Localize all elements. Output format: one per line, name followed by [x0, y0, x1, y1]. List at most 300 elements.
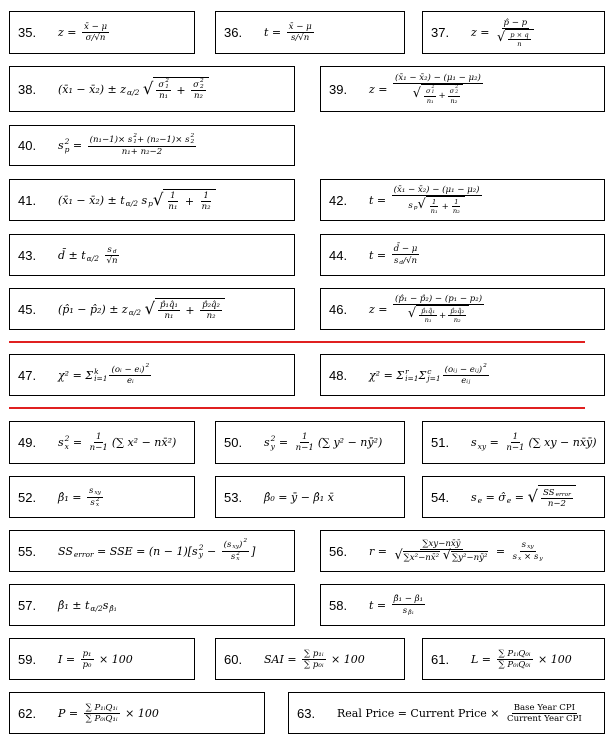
formula-text: 1: [203, 190, 209, 201]
base-symbol: Σ: [396, 368, 405, 382]
formula-text: n−1: [295, 443, 314, 453]
sub-superscript: [86, 248, 99, 263]
fraction-numerator: [393, 294, 484, 305]
fraction: [392, 244, 420, 267]
radical-sign-icon: √: [144, 298, 156, 318]
script-stack: [109, 598, 116, 613]
formula-text: +: [172, 83, 190, 97]
fraction-numerator: [222, 539, 249, 552]
formula-group: [425, 316, 432, 324]
formula-group: [58, 364, 153, 387]
subscript: 1: [133, 139, 137, 145]
formula-text: p₀: [82, 659, 92, 670]
fraction: [84, 703, 120, 724]
base-symbol: s: [533, 552, 539, 563]
fraction-denominator: [162, 311, 175, 321]
formula-text: 1: [301, 432, 308, 442]
fraction-numerator: [87, 485, 103, 498]
radicand: [163, 189, 215, 212]
formula-box: [422, 421, 605, 464]
formula-group: [395, 294, 482, 304]
base-symbol: s: [58, 436, 64, 449]
formula-text: =: [511, 490, 528, 504]
fraction-denominator: [392, 550, 490, 563]
formula-text: (∑ xy − nx̄ȳ): [528, 436, 597, 449]
formula-box: [9, 692, 265, 734]
formula: [264, 22, 316, 43]
formula-text: × 100: [534, 652, 572, 666]
formula-text: n₂: [201, 201, 211, 212]
script-stack: [87, 248, 99, 263]
base-symbol: s: [471, 436, 477, 449]
superscript: 2: [243, 537, 248, 544]
formula-text: /√n: [403, 255, 418, 266]
formula-text: Base Year CPI: [513, 702, 576, 713]
sub-superscript: [158, 79, 169, 91]
superscript: 2: [455, 85, 459, 91]
formula-box: [320, 288, 605, 330]
formula-group: [203, 191, 208, 201]
fraction: [222, 539, 249, 563]
formula-box: [9, 584, 295, 626]
formula-text: n₂: [452, 207, 460, 215]
superscript: 2: [236, 550, 240, 557]
subscript: β̂₁: [109, 604, 117, 613]
fraction-denominator: [302, 660, 326, 670]
formula-text: (∑ x² − nx̄²): [111, 436, 177, 449]
fraction-numerator: [156, 79, 171, 92]
formula-text: n−1: [506, 443, 525, 453]
formula-box: [320, 179, 605, 221]
sub-superscript: [128, 134, 137, 146]
formula-group: [453, 207, 460, 215]
subscript: p: [413, 204, 418, 211]
fraction: [508, 31, 530, 48]
formula-number: 50.: [224, 435, 243, 450]
formula-group: [106, 256, 117, 266]
formula-group: [122, 147, 163, 157]
superscript: 2: [145, 362, 150, 369]
formula-text: d̄ ± t: [58, 248, 86, 262]
fraction-numerator: [302, 649, 326, 660]
formula-group: [394, 185, 480, 195]
formula: [264, 649, 365, 670]
fraction-denominator: [125, 376, 136, 386]
fraction: [156, 79, 171, 102]
radicand: [416, 305, 469, 324]
formula-group: [548, 499, 566, 509]
base-symbol: s: [192, 544, 198, 558]
formula-group: [193, 79, 204, 91]
formula-number: 60.: [224, 651, 243, 667]
script-stack: [74, 544, 94, 559]
formula-text: ∑xy−nx̄ȳ: [422, 539, 461, 550]
formula-text: ×: [521, 552, 534, 563]
red-divider-line: [9, 407, 585, 409]
formula-group: [517, 40, 521, 48]
formula-group: [413, 84, 463, 104]
formula-text: = σ̂: [482, 490, 506, 504]
formula-group: [450, 307, 464, 315]
subscript: α/2: [127, 88, 140, 97]
formula-group: [159, 91, 168, 101]
formula-text: n₁+ n₂−2: [121, 146, 163, 157]
formula-group: [58, 22, 111, 43]
formula-group: [127, 376, 134, 386]
formula-text: ∑ p₀ᵢ: [304, 659, 324, 670]
fraction-denominator: [120, 147, 165, 157]
formula-number: 52.: [18, 489, 37, 505]
radicand: [538, 485, 576, 510]
script-stack: [113, 244, 117, 256]
fraction-denominator: [406, 196, 467, 215]
fraction-numerator: [448, 86, 460, 96]
formula-text: (n₁−1)×: [89, 135, 128, 145]
formula: [369, 244, 421, 267]
formula-number: 48.: [329, 367, 348, 383]
base-symbol: s: [402, 605, 408, 616]
formula-group: [403, 605, 414, 617]
radical-sign-icon: √: [142, 78, 154, 98]
formula-text: χ² =: [58, 368, 86, 382]
formula-box: [320, 354, 605, 396]
formula-box: [9, 638, 195, 680]
formula-group: [513, 552, 543, 564]
base-symbol: σ: [158, 79, 165, 90]
formula-text: β̂₁ ± t: [58, 598, 90, 612]
fraction-numerator: [168, 191, 177, 202]
sub-superscript: [239, 539, 247, 551]
radicand: [403, 551, 440, 563]
formula-text: P =: [58, 706, 82, 720]
fraction: [88, 134, 197, 157]
formula-text: n: [517, 39, 522, 48]
formula-text: =: [275, 436, 292, 449]
formula-group: [90, 134, 195, 146]
formula-group: [83, 649, 92, 659]
formula: [58, 364, 153, 387]
fraction: [393, 73, 483, 104]
script-stack: [527, 539, 534, 551]
base-symbol: s: [127, 135, 133, 145]
subscript: error: [73, 550, 94, 559]
formula-group: [510, 31, 528, 39]
subscript: x: [95, 502, 100, 509]
formula-text: I =: [58, 652, 79, 666]
script-stack: [94, 368, 107, 383]
formula-group: [404, 553, 439, 563]
script-stack: [191, 134, 195, 146]
formula-box: [9, 421, 195, 464]
formula: [337, 703, 586, 724]
fraction-denominator: [192, 91, 205, 101]
script-stack: [483, 364, 487, 376]
formula-text: n₁: [424, 316, 432, 324]
sub-superscript: [193, 79, 204, 91]
formula: [471, 485, 576, 510]
fraction-denominator: [411, 84, 465, 104]
square-root: [417, 196, 464, 215]
square-root: [153, 189, 216, 212]
formula-group: [454, 316, 461, 324]
formula-text: s: [137, 193, 148, 207]
formula-text: p̂₁q̂₁: [421, 307, 436, 315]
base-symbol: s: [88, 485, 94, 496]
fraction: [109, 364, 151, 387]
formula-text: 1: [170, 190, 176, 201]
base-symbol: s: [107, 244, 112, 255]
formula-group: [499, 649, 531, 659]
fraction: [505, 703, 584, 724]
square-root: [394, 550, 440, 563]
formula-text: s/√n: [291, 33, 310, 43]
formula-text: =: [492, 544, 509, 558]
formula-text: p̂ − p: [503, 17, 528, 28]
formula-group: [58, 134, 198, 157]
formula-group: [160, 300, 178, 310]
sub-superscript: [471, 435, 486, 450]
formula-text: ∑ p₁ᵢ: [304, 648, 324, 659]
sub-superscript: [126, 82, 139, 97]
formula-group: [408, 305, 469, 324]
fraction: [424, 86, 436, 104]
formula-text: n₂: [206, 310, 216, 321]
formula-group: [111, 364, 149, 376]
fraction-numerator: [443, 364, 489, 377]
subscript: α/2: [90, 604, 103, 613]
fraction: [392, 594, 425, 617]
formula-group: [452, 553, 487, 563]
subscript: y: [539, 556, 543, 563]
formula-text: Current Year CPI: [507, 713, 582, 724]
formula-group: [304, 660, 324, 670]
sub-superscript: [418, 368, 440, 383]
fraction: [302, 649, 326, 670]
formula-number: 47.: [18, 367, 37, 383]
formula-group: [539, 487, 575, 510]
formula-number: 55.: [18, 543, 37, 559]
formula-text: (∑ y² − nȳ²): [317, 436, 383, 449]
formula-group: [58, 244, 121, 267]
formula-group: [513, 432, 518, 442]
base-symbol: σ: [425, 87, 431, 95]
formula-group: [291, 33, 309, 43]
fraction-numerator: [81, 649, 94, 660]
fraction-numerator: [191, 79, 206, 92]
formula-box: [9, 530, 295, 572]
formula-group: [84, 22, 107, 32]
formula-text: (x̄₁ − x̄₂) − (μ₁ − μ₂): [393, 185, 480, 195]
radicand: [426, 196, 465, 215]
script-stack: [90, 598, 102, 613]
formula-group: [107, 244, 116, 256]
formula-group: [58, 539, 255, 563]
formula-text: s: [408, 200, 413, 211]
radical-sign-icon: √: [417, 197, 426, 213]
subscript: 1: [431, 90, 435, 95]
base-symbol: s: [512, 552, 518, 563]
formula-text: 1: [512, 432, 519, 442]
sub-superscript: [185, 134, 194, 146]
script-stack: [126, 193, 138, 208]
formula-text: z =: [369, 82, 392, 96]
formula-group: [58, 77, 209, 102]
formula-number: 38.: [18, 81, 37, 97]
square-root: [143, 77, 209, 102]
sub-superscript: [513, 552, 522, 564]
formula: [58, 22, 111, 43]
formula-group: [86, 703, 118, 713]
sub-superscript: [58, 138, 69, 153]
fraction-numerator: [392, 244, 420, 255]
fraction-numerator: [424, 86, 436, 96]
radicand: [421, 84, 463, 104]
formula-text: t =: [369, 248, 390, 262]
formula-box: [9, 476, 195, 518]
formula-group: [514, 703, 575, 713]
formula-group: [394, 550, 488, 563]
base-symbol: Σ: [418, 368, 427, 382]
formula-number: 59.: [18, 651, 37, 667]
fraction-numerator: [84, 703, 120, 714]
fraction: [392, 185, 482, 215]
script-stack: [556, 487, 571, 499]
formula-text: eᵢ: [126, 376, 134, 387]
formula-box: [215, 11, 405, 54]
formula-text: z =: [471, 26, 494, 39]
sub-superscript: [396, 368, 418, 383]
formula: [58, 539, 255, 563]
fraction-numerator: [508, 31, 530, 40]
formula: [58, 598, 117, 613]
formula-group: [427, 198, 464, 215]
fraction-denominator: [166, 202, 179, 212]
subscript: y: [198, 550, 203, 559]
formula-number: 43.: [18, 247, 37, 263]
fraction: [497, 649, 533, 670]
formula-group: [154, 79, 207, 102]
formula-text: n−2: [547, 499, 566, 510]
formula-number: 62.: [18, 705, 37, 721]
formula-text: +: [181, 303, 199, 317]
formula-text: β̂₁ − β₁: [393, 593, 424, 604]
formula-group: [426, 86, 434, 95]
fraction-denominator: [200, 202, 213, 212]
fraction: [166, 191, 179, 212]
formula-group: [395, 73, 481, 83]
formula-text: +: [438, 90, 446, 101]
fraction: [87, 485, 103, 509]
formula-group: [202, 202, 211, 212]
fraction-numerator: [94, 432, 103, 443]
formula-number: 36.: [224, 25, 243, 40]
formula-text: × 100: [327, 652, 365, 666]
formula-text: SAI =: [264, 652, 301, 666]
formula-text: d̄ − μ: [393, 243, 418, 254]
formula-box: [9, 66, 295, 112]
fraction-numerator: [158, 300, 180, 311]
formula-text: [99, 249, 103, 262]
script-stack: [405, 368, 418, 383]
fraction: [511, 539, 545, 563]
formula: [58, 649, 133, 670]
script-stack: [236, 552, 240, 564]
formula-group: [461, 376, 470, 386]
formula-group: [90, 498, 99, 510]
script-stack: [96, 498, 100, 510]
sub-superscript: [111, 364, 149, 376]
script-stack: [94, 485, 101, 497]
formula-box: [215, 638, 405, 680]
sub-superscript: [394, 255, 403, 267]
fraction-denominator: [497, 660, 533, 670]
square-root: [497, 29, 534, 48]
radicand: [153, 77, 208, 102]
superscript: 2: [483, 362, 487, 369]
formula-group: [499, 660, 531, 670]
sub-superscript: [128, 302, 141, 317]
fraction-numerator: [502, 18, 530, 29]
formula-box: [9, 354, 295, 396]
formula-group: [170, 191, 175, 201]
formula-number: 39.: [329, 81, 348, 97]
formula-text: n₁: [164, 310, 174, 321]
formula-number: 63.: [297, 705, 316, 721]
square-root: [443, 550, 489, 563]
formula-number: 45.: [18, 301, 37, 317]
base-symbol: s: [393, 255, 399, 266]
formula-text: n₂: [453, 316, 461, 324]
formula-text: n₁: [426, 96, 434, 105]
subscript: error: [555, 491, 571, 498]
superscript: k: [94, 366, 99, 376]
formula-number: 44.: [329, 247, 348, 263]
formula-group: [302, 432, 307, 442]
fraction-numerator: [520, 539, 536, 552]
formula-group: [231, 552, 240, 564]
base-symbol: SS: [58, 544, 73, 558]
sub-superscript: [103, 598, 117, 613]
subscript: 2: [190, 139, 195, 145]
formula-group: [432, 198, 436, 206]
formula-text: 1: [454, 198, 459, 206]
fraction-denominator: [289, 33, 311, 43]
fraction: [158, 300, 180, 321]
formula-text: ∑ P₁ᵢQ₁ᵢ: [85, 702, 118, 713]
formula-text: Real Price = Current Price ×: [337, 706, 504, 720]
fraction: [504, 432, 526, 453]
radical-sign-icon: √: [412, 86, 421, 102]
base-symbol: σ: [449, 87, 455, 95]
formula: [369, 73, 485, 104]
script-stack: [200, 79, 204, 91]
sub-superscript: [125, 193, 138, 208]
superscript: 2: [133, 133, 137, 140]
subscript: d: [399, 259, 404, 266]
formula-box: [320, 234, 605, 276]
radicand: [155, 298, 225, 321]
subscript: α/2: [86, 254, 99, 263]
formula-group: [264, 649, 365, 670]
formula-text: ∑ P₀ᵢQ₀ᵢ: [498, 659, 531, 670]
fraction-denominator: [406, 305, 471, 324]
subscript: xy: [94, 489, 101, 496]
formula: [58, 703, 159, 724]
fraction-denominator: [88, 498, 101, 510]
fraction-denominator: [401, 605, 416, 617]
formula-group: [394, 255, 417, 267]
formula-group: [471, 18, 538, 48]
